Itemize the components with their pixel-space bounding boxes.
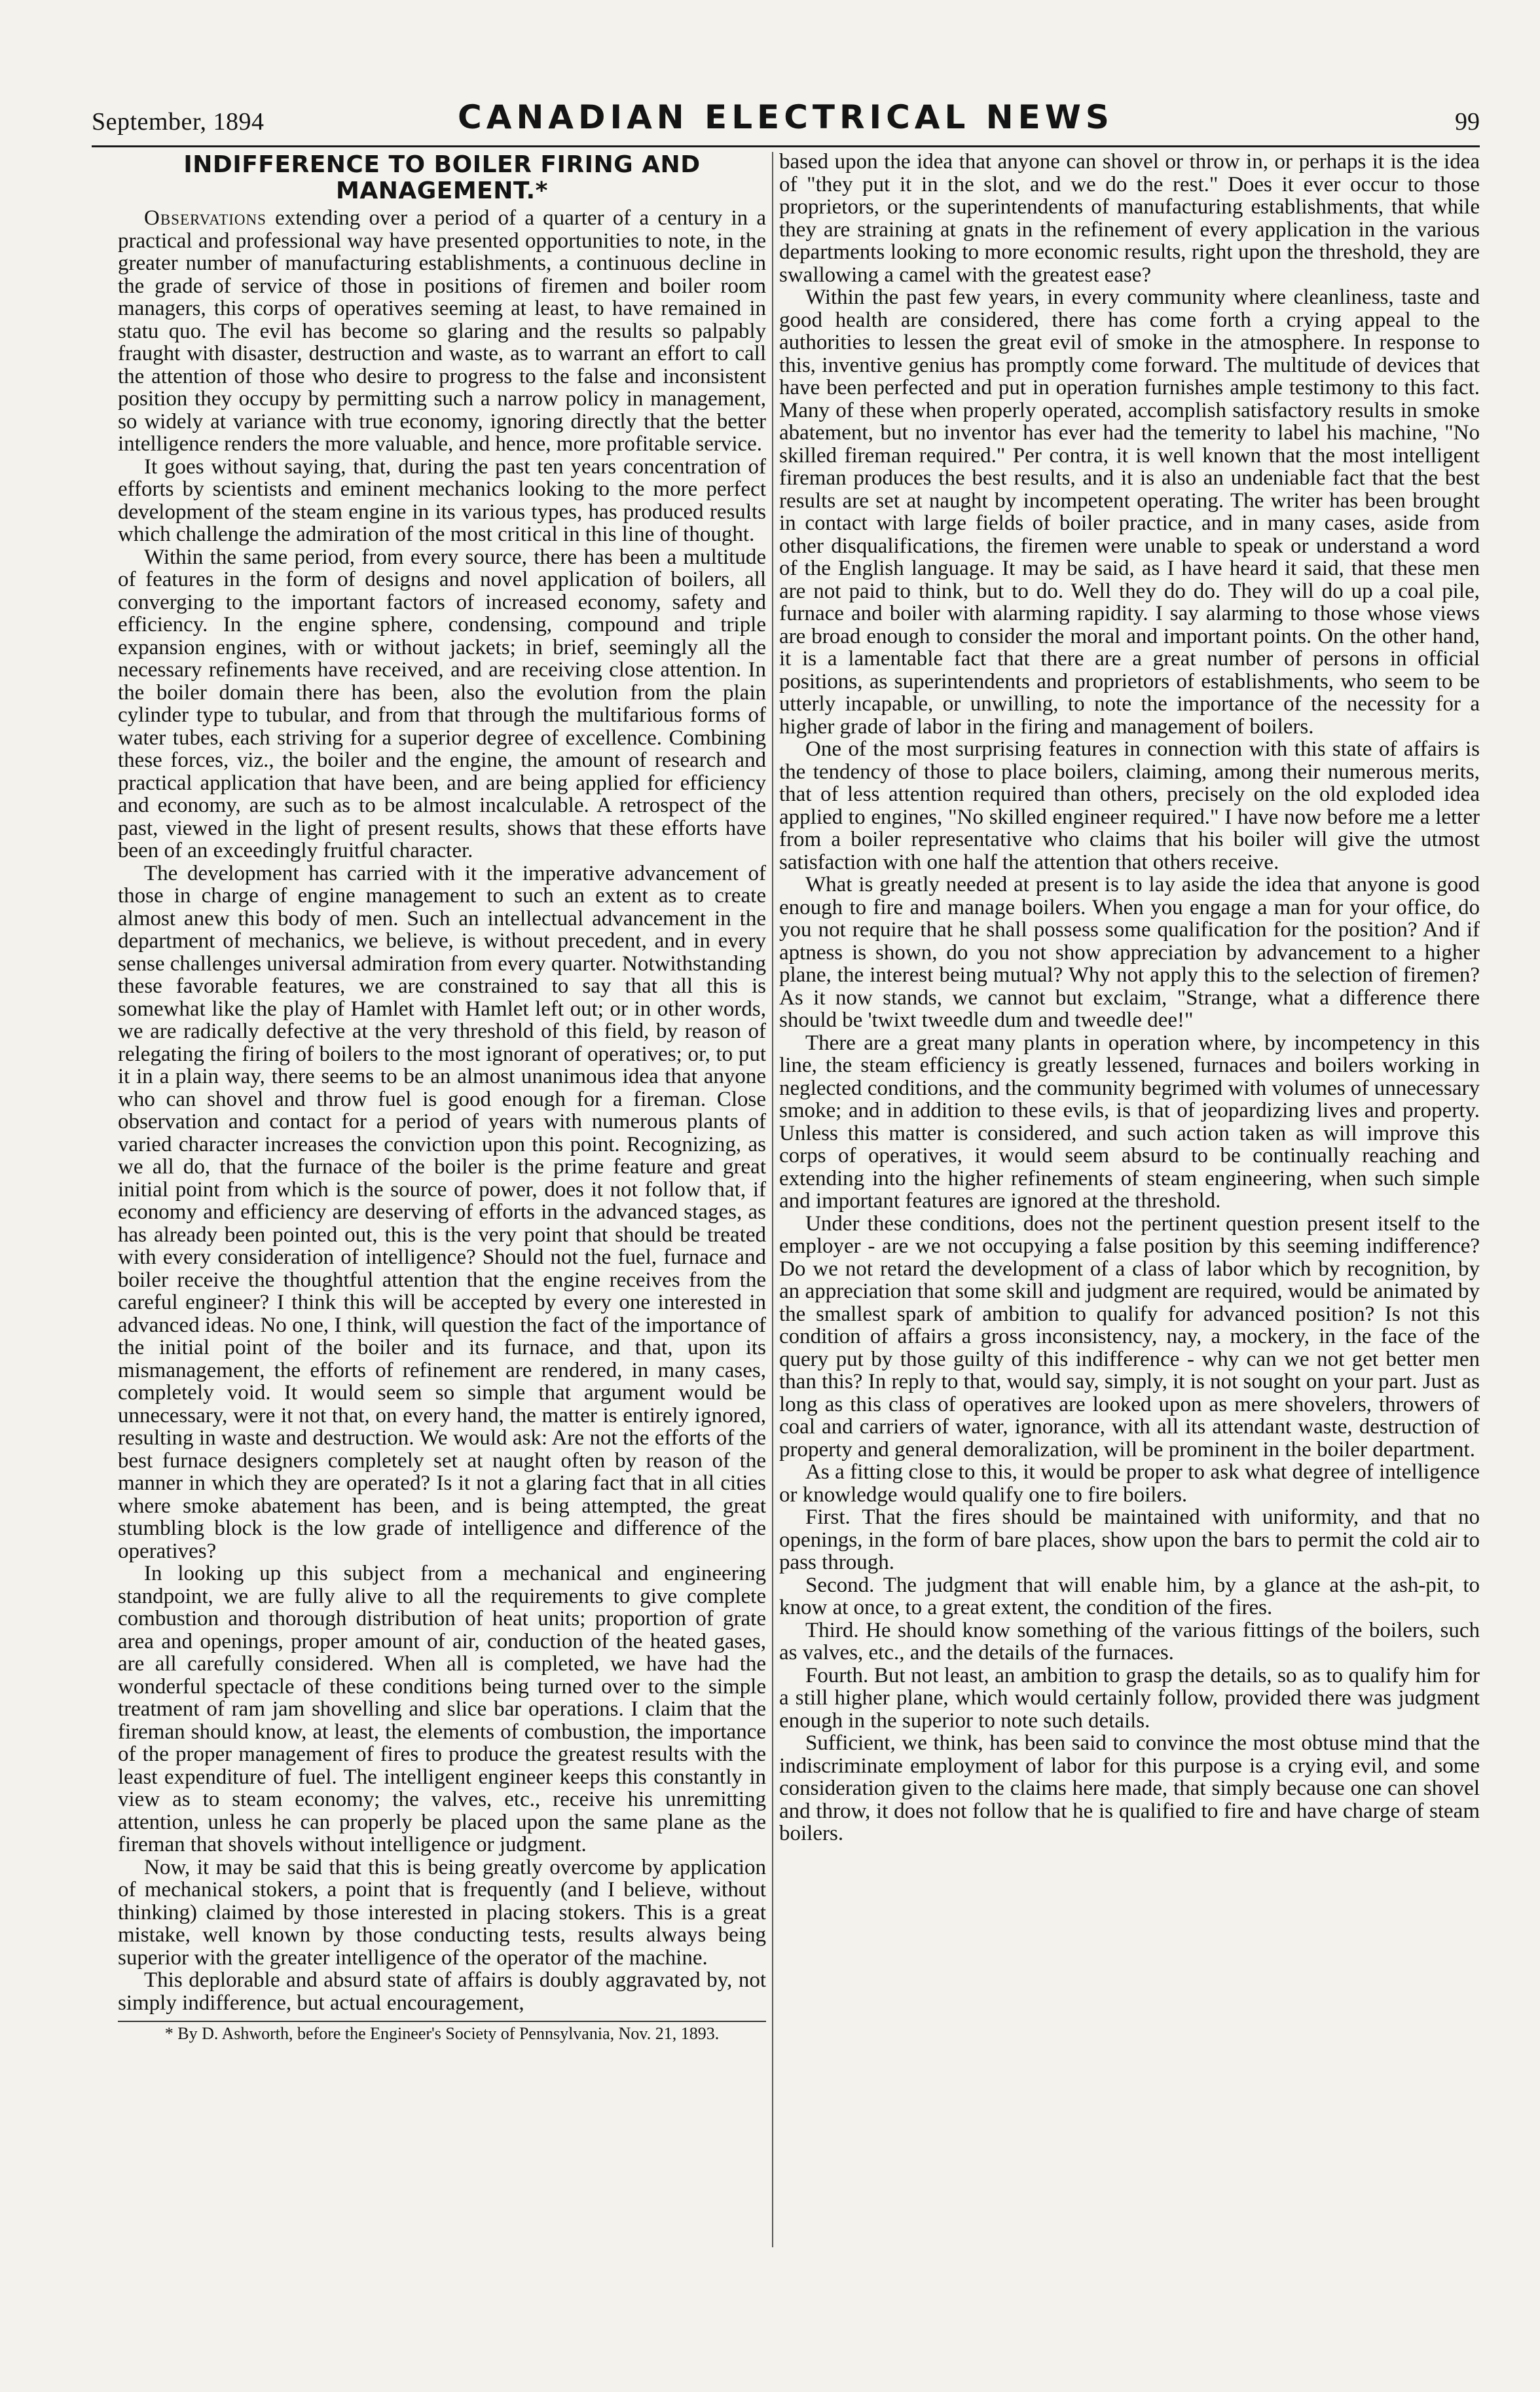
footnote: * By D. Ashworth, before the Engineer's Society of Pennsylvania, Nov. 21, 1893. [164,2024,720,2043]
paragraph: Third. He should know something of the various fittings of the boilers, such as valves, etc., and the details of the furnaces. [779,1618,1480,1665]
paragraph: Within the past few years, in every community where cleanliness, taste and good health are considered, there has come forth a crying appeal to the authorities to lessen the great evil of smoke in the atmosphere. In response to this, inventive genius has promptly come forward. The multitude of devices that have been perfected and put in operation furnishes ample testimony to this fact. Many of these when properly operated, accomplish satisfactory results in smoke abatement, but no inventor has ever had the temerity to label his machine, "No skilled fireman required." Per contra, it is well known that the most intelligent fireman produces the best results, and it is also an undeniable fact that the best results are set at naught by incompetent operating. The writer has been brought in contact with large fields of boiler practice, and in many cases, aside from other disqualifications, the firemen were unable to speak or understand a word of the English language. It may be said, as I have heard it said, that these men are not paid to think, but to do. Well they do do. They will do up a coal pile, furnace and boiler with alarming rapidity. I say alarming to those whose views are broad enough to consider the moral and important points. On the other hand, it is a lamentable fact that there are a great number of persons in official positions, as superintendents and proprietors of establishments, who seem to be utterly incapable, or unwilling, to note the importance of the necessity for a higher grade of labor in the firing and management of boilers. [779,285,1480,739]
page-number: 99 [1455,108,1480,136]
paragraph: Within the same period, from every source, there has been a multitude of features in the form of designs and novel application of boilers, all converging to the important factors of increased economy, safety and efficiency. In the engine sphere, condensing, compound and triple expansion engines, with or without jackets; in brief, seemingly all the necessary refinements have received, and are receiving close attention. In the boiler domain there has been, also the evolution from the plain cylinder type to tubular, and from that through the multifarious forms of water tubes, each striving for a superior degree of excellence. Combining these forces, viz., the boiler and the engine, the amount of research and practical application that have been, and are being applied for efficiency and economy, are such as to be almost incalculable. A retrospect of the past, viewed in the light of present results, shows that these efforts have been of an exceedingly fruitful character. [118,545,766,862]
paragraph: Now, it may be said that this is being greatly overcome by application of mechanical stokers, a point that is frequently (and I believe, without thinking) claimed by those interested in placing stokers. This is a great mistake, well known by those conducting tests, results always being superior with the greater intelligence of the operator of the machine. [118,1855,766,1970]
paragraph: This deplorable and absurd state of affairs is doubly aggravated by, not simply indifference, but actual encouragement, [118,1968,766,2015]
left-column [118,151,766,2266]
lead-word: Observations [144,206,266,230]
paragraph: It goes without saying, that, during the past ten years concentration of efforts by scientists and eminent mechanics looking to the more perfect development of the steam engine in its various types, has produced results which challenge the admiration of the most critical in this line of thought. [118,454,766,546]
paragraph: Second. The judgment that will enable him, by a glance at the ash-pit, to know at once, to a great extent, the condition of the fires. [779,1573,1480,1619]
lead-paragraph [118,207,766,456]
right-column [779,151,1480,2266]
running-head [92,98,1480,144]
paragraph: Fourth. But not least, an ambition to grasp the details, so as to qualify him for a still higher plane, which would certainly follow, provided there was judgment enough in the superior to note such details. [779,1663,1480,1733]
paragraph: One of the most surprising features in connection with this state of affairs is the tendency of those to place boilers, claiming, among their numerous merits, that of less attention required than others, precisely on the old exploded idea applied to engines, "No skilled engineer required." I have now before me a letter from a boiler representative who claims that his boiler will give the utmost satisfaction with one half the attention that others receive. [779,737,1480,874]
article-title: INDIFFERENCE TO BOILER FIRING AND MANAGEMENT.* [183,151,701,204]
paragraph: based upon the idea that anyone can shovel or throw in, or perhaps it is the idea of "they put it in the slot, and we do the rest." Does it ever occur to those proprietors, or the superintendents of manufacturing establishments, that while they are straining at gnats in the refinement of every application in the various departments looking to more economic results, right upon the threshold, they are swallowing a camel with the greatest ease? [779,151,1480,287]
paragraph: In looking up this subject from a mechanical and engineering standpoint, we are fully alive to all the requirements to give complete combustion and thorough distribution of heat units; proportion of grate area and openings, proper amount of air, conduction of the heated gases, are all carefully considered. When all is completed, we have had the wonderful spectacle of these conditions being turned over to the simple treatment of ram jam shovelling and slice bar operations. I claim that the fireman should know, at least, the elements of combustion, the importance of the proper management of fires to produce the greatest results with the least expenditure of fuel. The intelligent engineer keeps this constantly in view as to steam economy; the valves, etc., receive his unremitting attention, unless he can properly be placed upon the same plane as the fireman that shovels without intelligence or judgment. [118,1562,766,1856]
paragraph: What is greatly needed at present is to lay aside the idea that anyone is good enough to fire and manage boilers. When you engage a man for your office, do you not require that he shall possess some qualification for the position? And if aptness is shown, do you not show appreciation by advancement to a higher plane, the interest being mutual? Why not apply this to the selection of firemen? As it now stands, we cannot but exclaim, "Strange, what a difference there should be 'twixt tweedle dum and tweedle dee!" [779,873,1480,1032]
footnote-rule [118,2021,766,2022]
publication-title: CANADIAN ELECTRICAL NEWS [458,98,1114,136]
column-rule [772,152,773,2247]
paragraph: Sufficient, we think, has been said to convince the most obtuse mind that the indiscriminate employment of labor for this purpose is a crying evil, and some consideration given to the claims here made, that simply because one can shovel and throw, it does not follow that he is qualified to fire and have charge of steam boilers. [779,1731,1480,1845]
issue-date: September, 1894 [92,108,265,136]
lead-text: extending over a period of a quarter of a century in a practical and professional way have presented opportunities to note, in the greater number of manufacturing establishments, a continuous decline in the grade of service of those in positions of firemen and boiler room managers, this corps of operatives seeming at least, to have remained in statu quo. The evil has become so glaring and the results so palpably fraught with disaster, destruction and waste, as to warrant an effort to call the attention of those who desire to progress to the false and inconsistent position they occupy by permitting such a narrow policy in management, so widely at variance with true economy, ignoring directly that the better intelligence renders the more valuable, and hence, more profitable service. [118,206,766,456]
paragraph: Under these conditions, does not the pertinent question present itself to the employer - are we not occupying a false position by this seeming indifference? Do we not retard the development of a class of labor which by recognition, by an appreciation that some skill and judgment are required, would be animated by the smallest spark of ambition to qualify for advanced position? Is not this condition of affairs a gross inconsistency, nay, a mockery, in the face of the query put by those guilty of this indifference - why can we not get better men than this? In reply to that, would say, simply, it is not sought on your part. Just as long as this class of operatives are looked upon as mere shovelers, throwers of coal and carriers of water, ignorance, with all its attendant waste, destruction of property and general demoralization, will be prominent in the boiler department. [779,1211,1480,1462]
paragraph: There are a great many plants in operation where, by incompetency in this line, the steam efficiency is greatly lessened, furnaces and boilers working in neglected conditions, and the community begrimed with volumes of unnecessary smoke; and in addition to these evils, is that of jeopardizing lives and property. Unless this matter is considered, and such action taken as will improve this corps of operatives, it would seem absurd to be continually reaching and extending into the higher refinements of steam engineering, when such simple and important features are ignored at the threshold. [779,1031,1480,1213]
paragraph: First. That the fires should be maintained with uniformity, and that no openings, in the form of bare places, show upon the bars to permit the cold air to pass through. [779,1505,1480,1574]
paragraph: The development has carried with it the imperative advancement of those in charge of engine management to such an extent as to create almost anew this body of men. Such an intellectual advancement in the department of mechanics, we believe, is without precedent, and in every sense challenges universal admiration from every quarter. Notwithstanding these favorable features, we are constrained to say that all this is somewhat like the play of Hamlet with Hamlet left out; or in other words, we are radically defective at the very threshold of this field, by reason of relegating the firing of boilers to the most ignorant of operatives; or, to put it in a plain way, there seems to be an almost unanimous idea that anyone who can shovel and throw fuel is good enough for a fireman. Close observation and contact for a period of years with numerous plants of varied character increases the conviction upon this point. Recognizing, as we all do, that the furnace of the boiler is the prime feature and great initial point from which is the source of power, does it not follow that, if economy and efficiency are deserving of efforts in the advanced stages, as has already been pointed out, this is the very point that should be treated with every consideration of intelligence? Should not the fuel, furnace and boiler receive the thoughtful attention that the engine receives from the careful engineer? I think this will be accepted by every one interested in advanced ideas. No one, I think, will question the fact of the importance of the initial point of the boiler and its furnace, and that, upon its mismanagement, the efforts of refinement are rendered, in many cases, completely void. It would seem so simple that argument would be unnecessary, were it not that, on every hand, the matter is entirely ignored, resulting in waste and destruction. We would ask: Are not the efforts of the best furnace designers completely set at naught often by reason of the manner in which they are operated? Is it not a glaring fact that in all cities where smoke abatement has been, and is being attempted, the great stumbling block is the low grade of intelligence and difference of the operatives? [118,861,766,1563]
header-rule [92,145,1480,147]
paragraph: As a fitting close to this, it would be proper to ask what degree of intelligence or knowledge would qualify one to fire boilers. [779,1460,1480,1507]
